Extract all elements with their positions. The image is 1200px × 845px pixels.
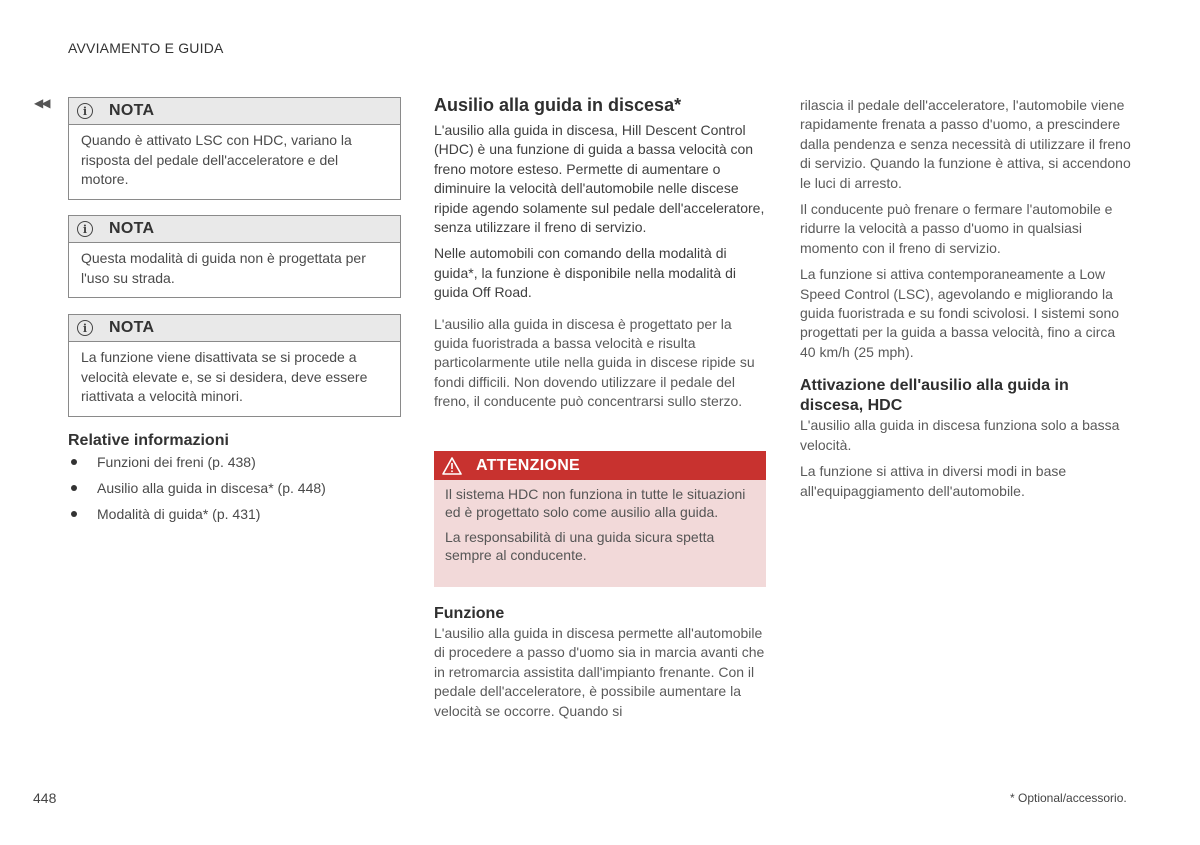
info-icon: i [77, 320, 93, 336]
section-heading: Funzione [434, 605, 505, 622]
related-info-heading: Relative informazioni [68, 432, 229, 449]
paragraph: L'ausilio alla guida in discesa, Hill Descent Control (HDC) è una funzione di guida a bassa velocità con freno motore esteso. Permette di aumentare o diminuire la velocità dell'automobile nelle discese ripide agendo solamente sul pedale dell'acceleratore, senza utilizzare il freno di servizio. [434, 122, 765, 236]
info-icon: i [77, 221, 93, 237]
warning-triangle-icon [442, 457, 462, 475]
note-title: NOTA [109, 220, 155, 237]
note-text: Quando è attivato LSC con HDC, variano la risposta del pedale dell'acceleratore e del motore. [81, 132, 352, 188]
section-header: AVVIAMENTO E GUIDA [68, 40, 224, 56]
right-column [800, 96, 1132, 508]
paragraph: La funzione si attiva in diversi modi in base all'equipaggiamento dell'automobile. [800, 463, 1067, 499]
footnote: * Optional/accessorio. [1010, 791, 1127, 805]
paragraph: La responsabilità di una guida sicura spetta sempre al conducente. [445, 529, 715, 563]
paragraph: L'ausilio alla guida in discesa è progettato per la guida fuoristrada a bassa velocità e risulta particolarmente utile nella guida in discese ripide su fondi difficili. Non dovendo utilizzare il pedale del freno, il conducente può concentrarsi sullo sterzo. [434, 315, 755, 410]
note-header [69, 98, 400, 125]
note-header [69, 216, 400, 243]
note-title: NOTA [109, 102, 155, 119]
paragraph: Il sistema HDC non funziona in tutte le situazioni ed è progettato solo come ausilio alla guida. [445, 486, 746, 520]
function-section [434, 604, 766, 728]
section-heading: Attivazione dell'ausilio alla guida in discesa, HDC [800, 377, 1069, 415]
paragraph: Il conducente può frenare o fermare l'automobile e ridurre la velocità a passo d'uomo in qualsiasi momento con il freno di servizio. [800, 201, 1113, 256]
paragraph: Nelle automobili con comando della modalità di guida*, la funzione è disponibile nella modalità di guida Off Road. [434, 245, 736, 301]
note-box-3 [68, 314, 401, 417]
related-link[interactable]: Ausilio alla guida in discesa* (p. 448) [68, 479, 326, 505]
note-text: Questa modalità di guida non è progettata per l'uso su strada. [81, 250, 366, 286]
related-info-list [68, 453, 326, 531]
paragraph: La funzione si attiva contemporaneamente a Low Speed Control (LSC), agevolando e migliorando la guida fuoristrada e su fondi scivolosi. I sistemi sono progettati per la guida a bassa velocità, fino a circa 40 km/h (25 mph). [800, 266, 1120, 360]
warning-text [434, 480, 766, 564]
back-arrows-icon[interactable]: ◀◀ [34, 96, 49, 110]
page-number: 448 [33, 790, 57, 806]
note-title: NOTA [109, 319, 155, 336]
info-icon: i [77, 103, 93, 119]
related-link[interactable]: Modalità di guida* (p. 431) [68, 505, 326, 531]
note-box-1 [68, 97, 401, 200]
paragraph: L'ausilio alla guida in discesa permette all'automobile di procedere a passo d'uomo sia in marcia avanti che in retromarcia assistita dall'impianto frenante. Con il pedale dell'acceleratore, è possibile aumentare la velocità se occorre. Quando si [434, 625, 765, 719]
paragraph: L'ausilio alla guida in discesa funziona solo a bassa velocità. [800, 417, 1120, 453]
related-link[interactable]: Funzioni dei freni (p. 438) [68, 453, 326, 479]
page-title: Ausilio alla guida in discesa* [434, 95, 682, 115]
paragraph: rilascia il pedale dell'acceleratore, l'automobile viene rapidamente frenata a passo d'uomo, a prescindere dalla pendenza e senza necessità di utilizzare il freno di servizio. Quando la funzione è attiva, si accendono le luci di arresto. [800, 97, 1131, 191]
note-text: La funzione viene disattivata se si procede a velocità elevate e, se si desidera, deve essere riattivata a velocità minori. [81, 349, 368, 405]
warning-title: ATTENZIONE [476, 456, 581, 474]
note-box-2 [68, 215, 401, 298]
warning-box [434, 451, 766, 587]
main-intro [434, 121, 766, 419]
note-header [69, 315, 400, 342]
warning-header [434, 451, 766, 480]
